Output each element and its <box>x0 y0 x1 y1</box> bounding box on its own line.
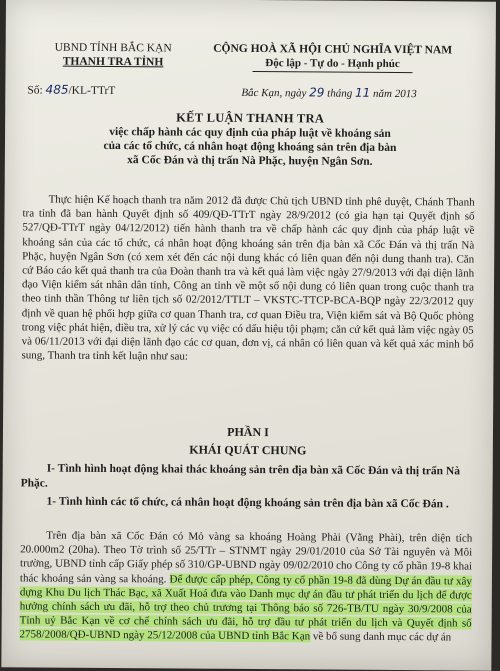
national-motto: Độc lập - Tự do - Hạnh phúc <box>265 57 400 71</box>
subtitle-line-1: việc chấp hành các quy định của pháp luật về khoáng sản <box>109 126 391 140</box>
section-heading-1: I- Tình hình hoạt động khai thác khoáng sản trên địa bàn xã Cốc Đán và thị trấn Nà Phặc. <box>20 462 461 490</box>
issuing-authority <box>36 40 191 69</box>
section-paragraph <box>20 528 473 645</box>
month-handwritten: 11 <box>354 85 371 100</box>
doc-number-suffix: /KL-TTrT <box>68 84 116 98</box>
place-and-date <box>241 85 416 100</box>
national-heading <box>197 42 467 74</box>
part-number: PHẦN I <box>227 424 269 440</box>
country-name: CỘNG HOÀ XÃ HỘI CHỦ NGHĨA VIỆT NAM <box>213 42 453 57</box>
authority-line-1: UBND TỈNH BẮC KẠN <box>54 41 172 55</box>
month-prefix: tháng <box>327 87 353 100</box>
doc-number-handwritten: 485 <box>45 82 69 97</box>
doc-number-prefix: Số: <box>27 84 43 97</box>
authority-line-2: THANH TRA TỈNH <box>62 55 164 69</box>
subtitle-line-3: xã Cốc Đán và thị trấn Nà Phặc, huyện Ngân Sơn. <box>127 154 373 168</box>
place-prefix: Bắc Kạn, ngày <box>241 86 307 100</box>
section-heading-1-1: 1- Tình hình các tổ chức, cá nhân hoạt động khoáng sản trên địa bàn xã Cốc Đán . <box>46 495 449 511</box>
paragraph-text: Trên địa bàn xã Cốc Đán có Mỏ vàng sa khoáng Hoàng Phài (Vằng Phài), trên diện tích 20.000m2 (20ha). Theo Tờ trình số 25/TTr – STNMT ngày 29/01/2010 của Sở Tài nguyên và Môi trường, UBND tỉnh cấp Giấy phép số 310/GP-UBND ngày 09/02/2010 cho Công ty cổ phần 19-8 khai thác khoáng sản vàng sa khoáng. <box>19 529 473 586</box>
year-text: năm 2013 <box>373 87 417 101</box>
paragraph-tail: về bổ sung danh mục các dự án <box>312 630 452 644</box>
highlighted-text: Để được cấp phép, Công ty cổ phần 19-8 đã dùng Dự án đầu tư xây dựng Khu Du lịch Thác Bạc, xã Xuất Hoá đưa vào Danh mục dự án đầu tư phát triển du lịch để được hưởng chính sách ưu đãi, hỗ trợ theo chủ trương tại Thông báo số 726-TB/TU ngày 30/9/2008 của Tỉnh uỷ Bắc Kạn về cơ chế chính sách ưu đãi, hỗ trợ đầu tư phát triển du lịch và Quyết định số 2758/2008/QĐ-UBND ngày 25/12/2008 của UBND tỉnh Bắc Kạn <box>19 573 472 643</box>
document-title: KẾT LUẬN THANH TRA <box>176 110 325 126</box>
part-name: KHÁI QUÁT CHUNG <box>189 442 307 458</box>
intro-paragraph: Thực hiện Kế hoạch thanh tra năm 2012 đã được Chủ tịch UBND tỉnh phê duyệt, Chánh Thanh tra tỉnh đã ban hành Quyết định số 409/QĐ-TTrT ngày 28/9/2012 (có gia hạn tại Quyết định số 527/QĐ-TTrT ngày 04/12/2012) tiến hành thanh tra về chấp hành các quy định của pháp luật về khoáng sản của các tổ chức, cá nhân hoạt động khoáng sản trên địa bàn xã Cốc Đán và thị trấn Nà Phặc, huyện Ngân Sơn (có xem xét đến các nội dung khác có liên quan đến nội dung thanh tra). Căn cứ Báo cáo kết quả thanh tra của Đoàn thanh tra và kết quả làm việc ngày 27/9/2013 với đại diện lãnh đạo Viện kiểm sát nhân dân tỉnh, Công an tỉnh về một số nội dung có liên quan trong cuộc thanh tra theo tinh thần Thông tư liên tịch số 02/2012/TTLT – VKSTC-TTCP-BCA-BQP ngày 22/3/2012 quy định về quan hệ phối hợp giữa cơ quan Thanh tra, cơ quan Điều tra, Viện kiểm sát và Bộ Quốc phòng trong việc phát hiện, điều tra, xử lý các vụ việc có dấu hiệu tội phạm; căn cứ kết quả làm việc ngày 05 và 06/11/2013 với đại diện lãnh đạo các cơ quan, đơn vị, cá nhân có liên quan và kết quả xác minh bổ sung, Thanh tra tỉnh kết luận như sau: <box>21 193 475 363</box>
document-subtitle <box>35 124 465 169</box>
motto-underline <box>252 71 412 73</box>
document-number <box>27 82 115 97</box>
subtitle-line-2: của các tổ chức, cá nhân hoạt động khoáng sản trên địa bàn <box>103 139 397 155</box>
day-handwritten: 29 <box>309 85 325 100</box>
document-page <box>1 0 496 671</box>
